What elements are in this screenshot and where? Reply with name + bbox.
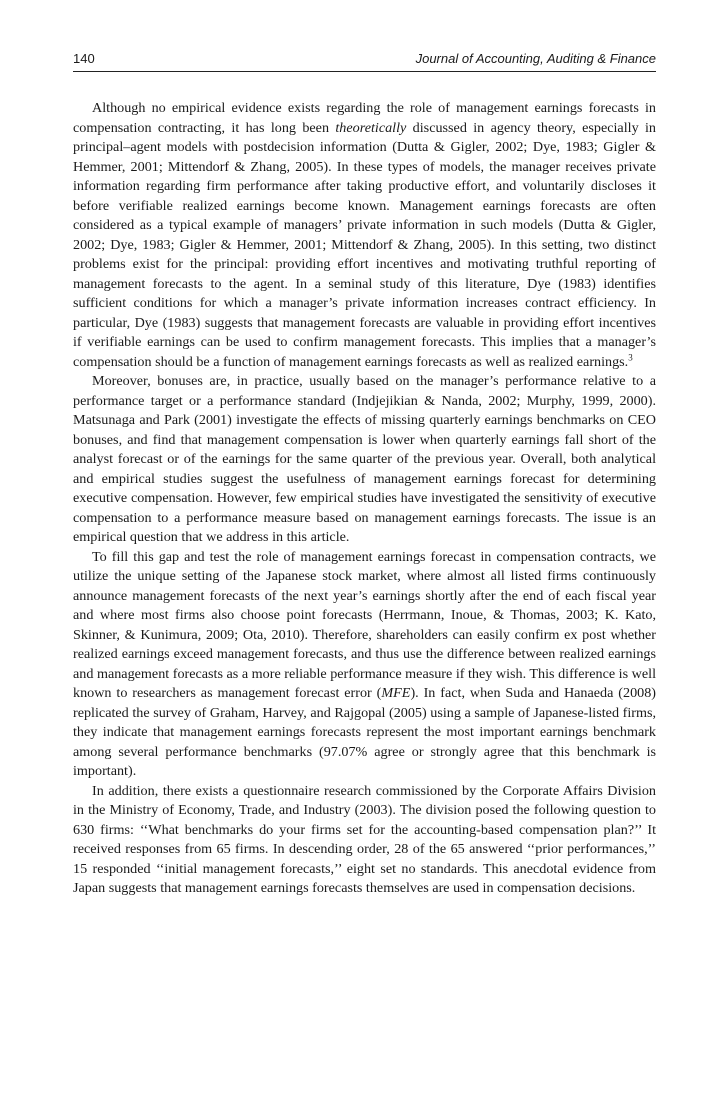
article-body (73, 99, 656, 899)
paragraph-text: discussed in agency theory, especially in principal–agent models with postdecision information (Dutta & Gigler, 2002; Dye, 1983; Gigler & Hemmer, 2001; Mittendorf & Zhang, 2005). In these types of models, the manager receives private information regarding firm performance after taking productive effort, and voluntarily discloses it before verifiable realized earnings become known. Management earnings forecasts are often considered as a typical example of managers’ private information in such models (Dutta & Gigler, 2002; Dye, 1983; Gigler & Hemmer, 2001; Mittendorf & Zhang, 2005). In this setting, two distinct problems exist for the principal: providing effort incentives and motivating truthful reporting of management forecasts to the agent. In a seminal study of this literature, Dye (1983) identifies sufficient conditions for which a manager’s private information increases contract efficiency. In particular, Dye (1983) suggests that management forecasts are valuable in providing effort incentives if verifiable earnings can be used to confirm management forecasts. This implies that a manager’s compensation should be a function of management earnings forecasts as well as realized earnings. (73, 119, 656, 370)
paragraph-text: Although no empirical evidence exists regarding the role of management earnings forecasts in compensation contracting, it has long been (73, 100, 656, 136)
journal-title: Journal of Accounting, Auditing & Finance (415, 51, 656, 66)
document-page (73, 50, 656, 899)
page-number: 140 (73, 51, 95, 66)
paragraph-japanese-setting (73, 548, 656, 782)
emphasis-text: MFE (381, 685, 411, 701)
paragraph-text: ). In fact, when Suda and Hanaeda (2008) replicated the survey of Graham, Harvey, and Rajgopal (2005) using a sample of Japanese-listed firms, they indicate that management earnings forecasts represent the most important earnings benchmark among several performance benchmarks (97.07% agree or strongly agree that this benchmark is important). (73, 685, 657, 779)
paragraph-questionnaire: In addition, there exists a questionnaire research commissioned by the Corporate Affairs Division in the Ministry of Economy, Trade, and Industry (2003). The division posed the following question to 630 firms: ‘‘What benchmarks do your firms set for the accounting-based compensation plan?’’ It received responses from 65 firms. In descending order, 28 of the 65 answered ‘‘prior performances,’’ 15 responded ‘‘initial management forecasts,’’ eight set no standards. This anecdotal evidence from Japan suggests that management earnings forecasts themselves are used in compensation decisions. (73, 782, 656, 896)
paragraph-agency-theory (73, 99, 656, 372)
footnote-marker[interactable]: 3 (628, 351, 633, 362)
emphasis-text: theoretically (335, 119, 407, 136)
paragraph-text: To fill this gap and test the role of management earnings forecast in compensation contracts, we utilize the unique setting of the Japanese stock market, where almost all listed firms continuously announce management forecasts of the next year’s earnings shortly after the end of each fiscal year and where most firms also choose point forecasts (Herrmann, Inoue, & Thomas, 2003; K. Kato, Skinner, & Kunimura, 2009; Ota, 2010). Therefore, shareholders can easily confirm ex post whether realized earnings exceed management forecasts, and thus use the difference between realized earnings and management forecasts as a more reliable performance measure if they wish. This difference is well known to researchers as management forecast error ( (73, 548, 656, 701)
running-header (73, 50, 656, 72)
paragraph-bonuses: Moreover, bonuses are, in practice, usually based on the manager’s performance relative to a performance target or a performance standard (Indjejikian & Nanda, 2002; Murphy, 1999, 2000). Matsunaga and Park (2001) investigate the effects of missing quarterly earnings benchmarks on CEO bonuses, and find that management compensation is lower when quarterly earnings fall short of the analyst forecast or of the earnings for the same quarter of the previous year. Overall, both analytical and empirical studies suggest the usefulness of management earnings forecast for determining executive compensation. However, few empirical studies have investigated the sensitivity of executive compensation to a performance measure based on management earnings forecasts. The issue is an empirical question that we address in this article. (73, 373, 656, 545)
